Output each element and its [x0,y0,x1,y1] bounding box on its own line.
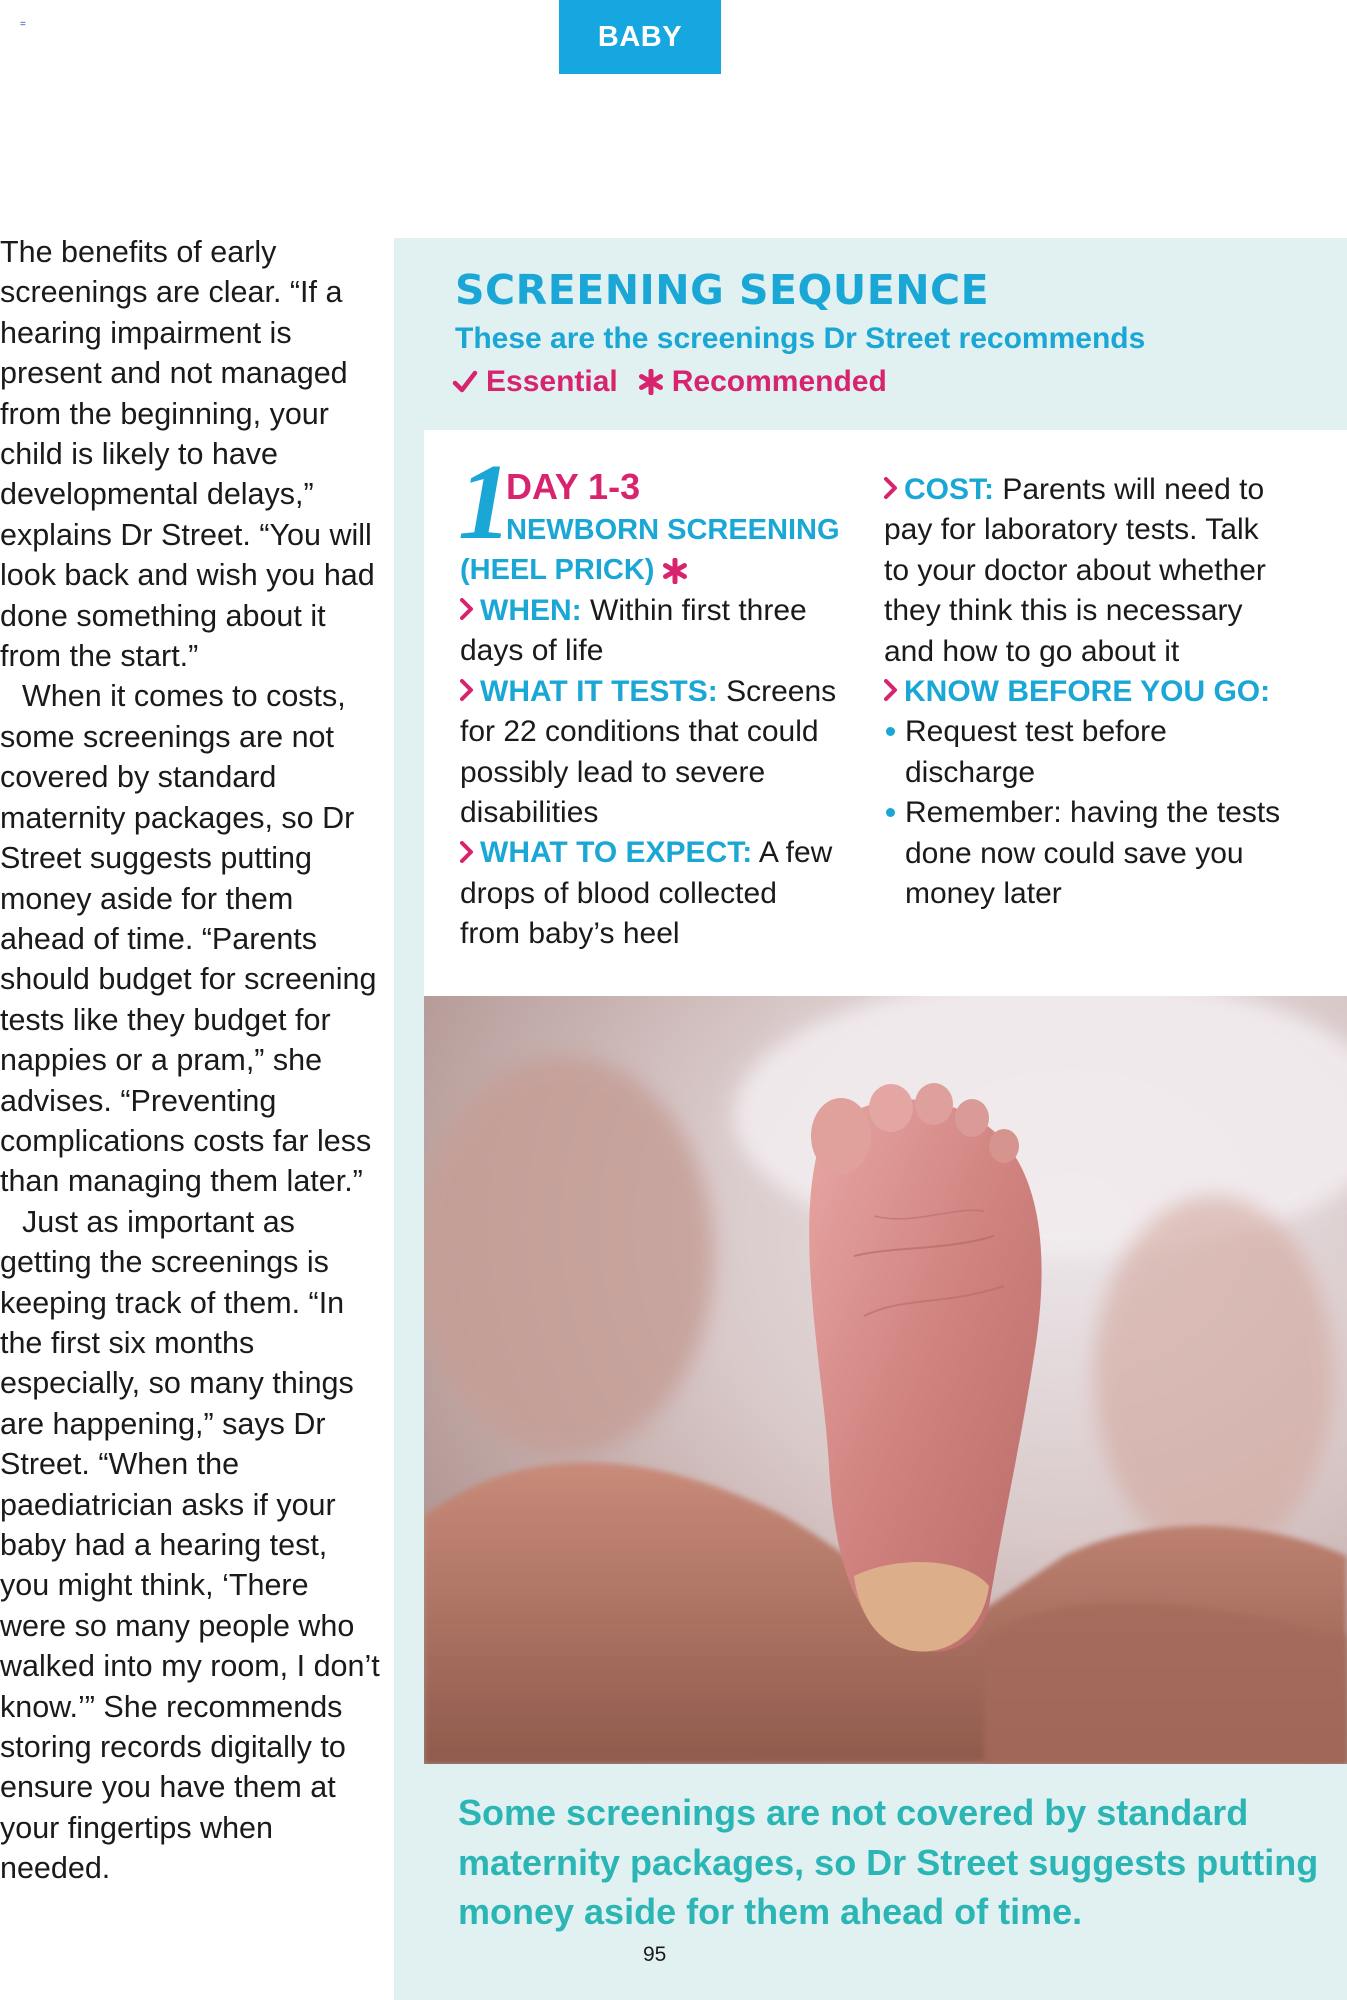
expect-item [460,833,840,954]
expect-label: WHAT TO EXPECT: [480,836,753,870]
know-bullet [884,793,1284,914]
article-paragraph: The benefits of early screenings are clear. “If a hearing impairment is present and not managed from the beginning, your child is likely to have developmental delays,” explains Dr Street. “You will look back and wish you had done something about it from the start.” [0,235,375,674]
chevron-right-icon [460,841,474,863]
baby-foot-illustration [424,996,1347,1764]
asterisk-icon [638,369,664,395]
know-label: KNOW BEFORE YOU GO: [904,675,1271,709]
article-paragraph: When it comes to costs, some screenings are not covered by standard maternity packages, so Dr Street suggests putting money aside for them ahead of time. “Parents should budget for screening tests like they budget for nappies or a pram,” she advises. “Preventing complications costs far less than managing them later.” [0,679,377,1199]
legend-recommended-label: Recommended [671,365,887,398]
legend-essential-label: Essential [486,365,618,398]
legend-recommended [638,365,887,399]
article-paragraph: Just as important as getting the screenings is keeping track of them. “In the first six months especially, so many things are happening,” says Dr Street. “When the paediatrician asks if your baby had a hearing test, you might think, ‘There were so many people who walked into my room, I don’t know.’” She recommends storing records digitally to ensure you have them at your fingertips when needed. [0,1204,380,1886]
step-name-sub-text: (HEEL PRICK) [460,554,655,586]
step-number: 1 [458,443,512,562]
know-item [884,672,1284,712]
asterisk-icon [662,558,688,584]
chevron-right-icon [460,598,474,620]
know-bullet-text: Request test before discharge [905,715,1167,789]
chevron-right-icon [460,679,474,701]
chevron-right-icon [884,477,898,499]
panel-subtitle: These are the screenings Dr Street recommends [455,322,1146,355]
when-text: Within first three days of life [460,594,807,668]
check-icon [452,369,478,395]
when-label: WHEN: [480,594,582,627]
step-day: DAY 1-3 [506,466,641,507]
expect-text: A few drops of blood collected from baby’s heel [460,836,833,951]
bullet-dot [886,727,895,736]
tests-label: WHAT IT TESTS: [480,674,718,708]
when-item [460,591,840,672]
step-details-right [884,470,1284,914]
page-number: 95 [643,1943,667,1966]
baby-foot-photo [424,996,1347,1764]
know-bullet [884,712,1284,793]
step-details-left [460,591,840,955]
legend-essential [452,365,618,399]
chevron-right-icon [884,679,898,701]
pull-quote: Some screenings are not covered by standard maternity packages, so Dr Street suggests putting money aside for them ahead of time. [458,1792,1319,1932]
article-body [0,232,380,1889]
know-bullet-text: Remember: having the tests done now could save you money later [905,796,1281,911]
cost-item [884,470,1284,672]
section-tab: BABY [559,0,721,74]
step-name-sub [460,554,688,587]
cost-text: Parents will need to pay for laboratory tests. Talk to your doctor about whether they think this is necessary and how to go about it [884,473,1266,668]
tests-text: Screens for 22 conditions that could possibly lead to severe disabilities [460,674,837,830]
legend [452,365,887,399]
bullet-dot [886,808,895,817]
panel-title: SCREENING SEQUENCE [455,266,990,314]
corner-mark: = [20,19,26,30]
step-name: NEWBORN SCREENING [506,514,840,546]
cost-label: COST: [904,473,994,506]
tests-item [460,672,840,834]
